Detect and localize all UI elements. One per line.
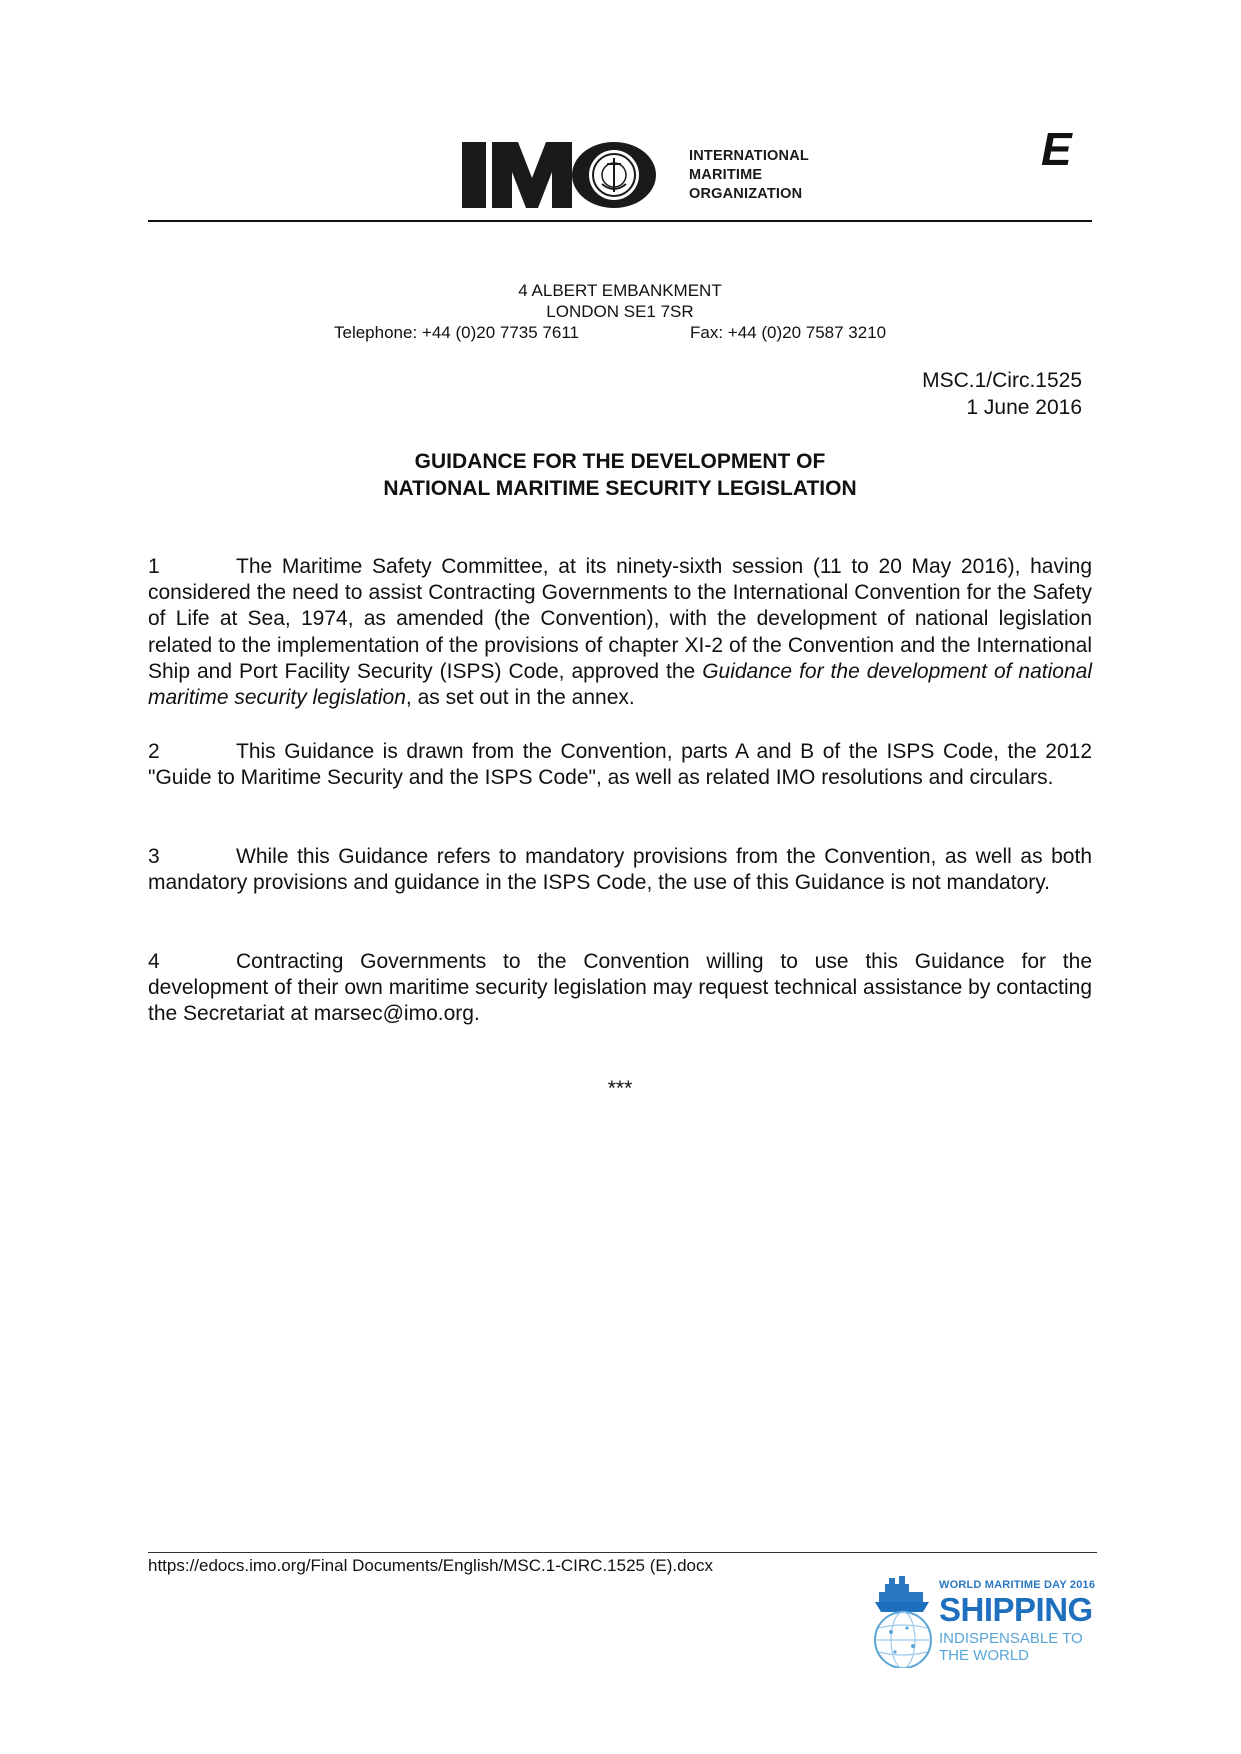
paragraph-text: While this Guidance refers to mandatory provisions from the Convention, as well as both mandatory provisions and guidance in the ISPS Code, the use of this Guidance is not mandatory. [148,845,1092,895]
org-line-international: INTERNATIONAL [689,148,809,164]
tagline-line-2: THE WORLD [939,1647,1029,1664]
telephone: Telephone: +44 (0)20 7735 7611 [334,323,579,342]
org-line-maritime: MARITIME [689,167,763,183]
shipping-tagline [939,1630,1083,1664]
header-divider [148,220,1092,222]
paragraph-tail: , as set out in the annex. [405,686,635,710]
fax: Fax: +44 (0)20 7587 3210 [690,323,887,342]
paragraph-text: Contracting Governments to the Convention willing to use this Guidance for the development of their own maritime security legislation may request technical assistance by contacting the Secretariat at marsec@imo.org. [148,950,1092,1026]
paragraph-text: The Maritime Safety Committee, at its ninety-sixth session (11 to 20 May 2016), having considered the need to assist Contracting Governments to the International Convention for the Safety of Life at Sea, 1974, as amended (the Convention), with the development of national legislation related to the implementation of the provisions of chapter XI-2 of the Convention and the International Ship and Port Facility Security (ISPS) Code, approved the [148,555,1092,683]
paragraph-1 [148,554,1092,711]
footer-divider [148,1552,1097,1553]
org-line-organization: ORGANIZATION [689,186,803,202]
shipping-wordmark: SHIPPING [939,1591,1093,1628]
footer-file-path: https://edocs.imo.org/Final Documents/English/MSC.1-CIRC.1525 (E).docx [148,1556,714,1575]
paragraph-2 [148,739,1092,791]
address-line-1: 4 ALBERT EMBANKMENT [518,281,722,300]
paragraph-number: 3 [148,845,160,868]
paragraph-italic-title: Guidance for the development of national maritime security legislation [148,659,1092,710]
paragraph-number: 1 [148,555,160,578]
paragraph-3 [148,844,1092,896]
document-symbol: MSC.1/Circ.1525 [922,369,1082,392]
paragraph-number: 2 [148,740,160,763]
language-code: E [1041,123,1072,175]
paragraph-4 [148,949,1092,1028]
paragraph-text: This Guidance is drawn from the Convention, parts A and B of the ISPS Code, the 2012 "Guide to Maritime Security and the ISPS Code", as well as related IMO resolutions and circulars. [148,740,1092,790]
tagline-line-1: INDISPENSABLE TO [939,1630,1083,1647]
document-title [148,448,1092,502]
title-line-1: GUIDANCE FOR THE DEVELOPMENT OF [414,450,826,473]
document-date: 1 June 2016 [966,396,1082,419]
title-line-2: NATIONAL MARITIME SECURITY LEGISLATION [383,477,857,500]
world-maritime-day-label: WORLD MARITIME DAY 2016 [939,1579,1096,1591]
paragraph-number: 4 [148,950,160,973]
address-line-2: LONDON SE1 7SR [546,302,694,321]
section-separator: *** [607,1077,633,1100]
organization-name [689,147,849,204]
